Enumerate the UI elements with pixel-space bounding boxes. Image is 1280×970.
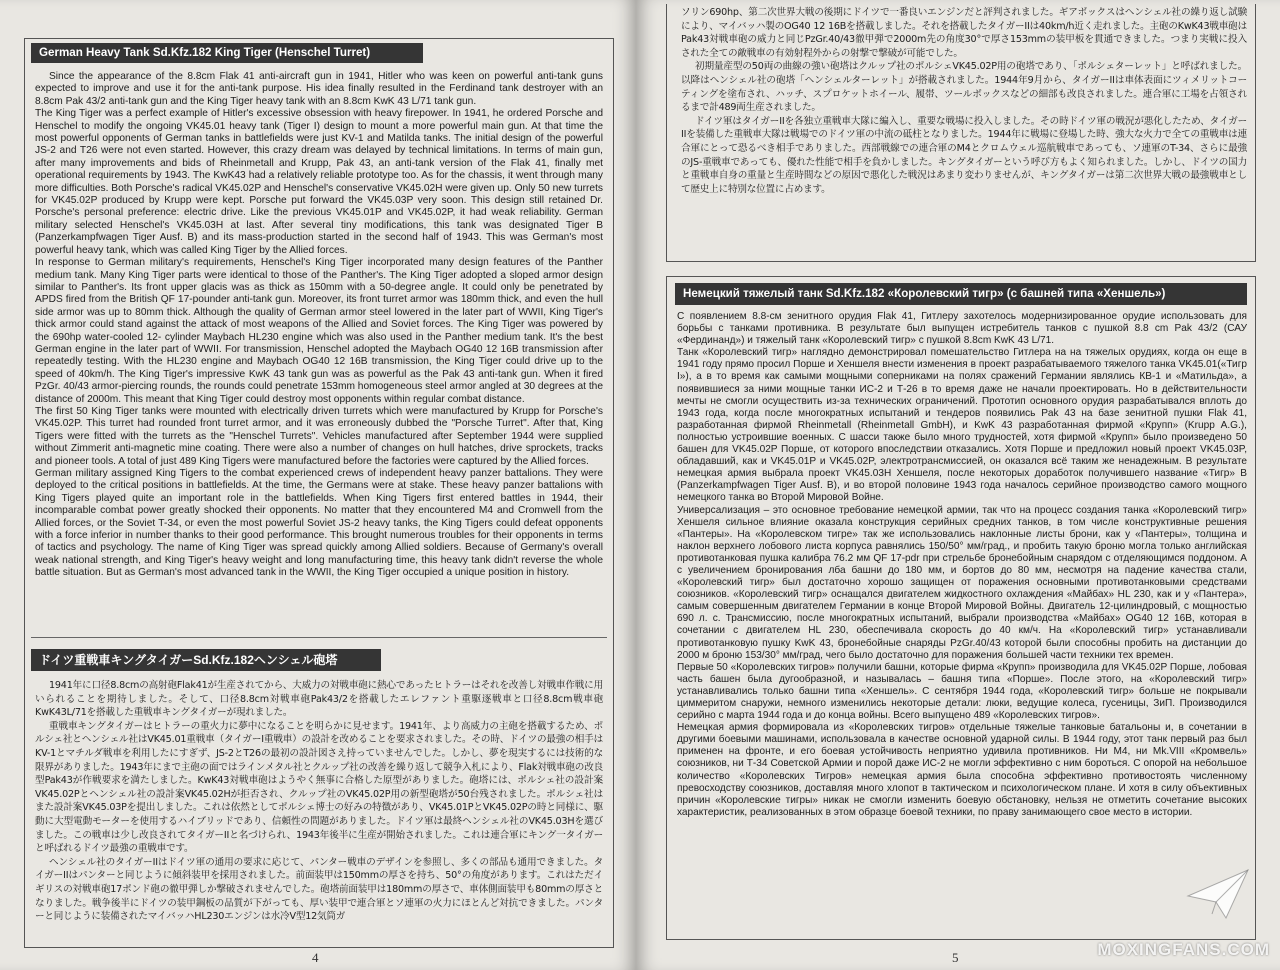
- japanese-section-header: [31, 649, 381, 671]
- english-section-header: [31, 43, 423, 63]
- russian-body: [677, 311, 1247, 937]
- russian-paragraph: Немецкая армия формировала из «Королевских тигров» отдельные тяжелые танковые батальоны и, в сочетании в другими боевыми машинами, использовала в качестве основной ударной силы. В 1944 году, этот танк первый раз был применен на фронте, и его боевая устойчивость неприятно удивила противников. Ни М4, ни Mk.VIII «Кромвель» союзников, ни Т-34 Советской Армии и порой даже ИС-2 не могли эффективно с ним бороться. С опорой на небольшое количество «Королевских Тигров» немецкая армия была способна эффективно противостоять численному превосходству союзников, доставляя много хлопот в тактическом и психологическом плане. И хотя в силу объективных причин «Королевские тигры» никак не смогли изменить боевую обстановку, нельзя не отметить сочетание высоких характеристик, реализованных в этом образце боевой техники, по праву занимающего свое место в истории.: [677, 722, 1247, 818]
- russian-paragraph: Универсализация – это основное требование немецкой армии, так что на процесс создания танка «Королевский тигр» Хеншеля сильное влияние оказала конструкция серийных средних танков, в том числе конструктивные решения «Пантеры». На «Королевском тигре» так же использовались наклонные листы брони, как у «Пантеры», толщина и наклон верхнего лобового листа корпуса равнялись 150/50° мм/град., и пробить такую броню могла только английская противотанковая пушка калибра 76.2 мм QF 17-pdr при стрельбе бронебойным снарядом с отделяющимся поддоном. А с увеличением бронирования лба башни до 180 мм, и бортов до 80 мм, несмотря на падение качества стали, «Королевский тигр» был достаточно хорошо защищен от поражения основными противотанковыми средствами союзников. «Королевский тигр» оснащался двигателем жидкостного охлаждения «Майбах» HL 230, как и у «Пантера», самым совершенным двигателем Германии в конце Второй Мировой Войны. Двигатель 12-цилиндровый, с мощностью 690 л. с. Трансмиссию, после многократных испытаний, выбрали производства «Майбах» OG40 12 16B, которая в сочетании с двигателем HL 230, обеспечивала скорость до 40 км/ч. На «Королевский тигр» устанавливали противотанковую пушку KwK 43, бронебойные снаряды PzGr.40/43 которой были способны пробить на дистанции до 2000 м броню 153/30° мм/град, чего было достаточно для поражения большей части техники тех времен.: [677, 504, 1247, 661]
- japanese-paragraph: ドイツ軍はタイガーIIを各独立重戦車大隊に編入し、重要な戦場に投入しました。その時ドイツ軍の戦況が悪化したため、タイガーIIを装備した重戦車大隊は戦場でのドイツ軍の中流の砥柱となりました。1944年に戦場に登場した時、強大な火力で全ての重戦車は連合軍にとって恐るべき相手でありました。西部戦線での連合軍のM4とクロムウェル巡航戦車であっても、ソ連軍のT-34、さらに最強のJS-重戦車であっても、優れた性能で相手を負かしました。キングタイガーという呼び方もよく知られました。しかし、ドイツの国力と重戦車自身の重量と生産時間などの原因で悪化した戦況はあまり変わりませんが、キングタイガーは第二次世界大戦の最強戦車として歴史上に特別な位置に占めます。: [681, 115, 1247, 195]
- russian-section-header: [675, 283, 1247, 305]
- page-number: 5: [952, 950, 959, 965]
- japanese-paragraph: ヘンシェル社のタイガーIIはドイツ軍の通用の要求に応じて、パンター戦車のデザインを参照し、多くの部品も通用できました。タイガーIIはパンターと同じように傾斜装甲を採用されました。前面装甲は150mmの厚さを持ち、50°の角度があります。これはただイギリスの対戦車砲17ポンド砲の徹甲弾しか撃破されませんでした。砲塔前面装甲は180mmの厚さで、車体側面装甲も80mmの厚さとなりました。戦争後半にドイツの装甲鋼板の品質が下がっても、厚い装甲で連合軍とソ連軍の火力にほとんど対抗できました。パンターと同じように装備されたマイバッハHL230エンジンは水冷V型12気筒ガ: [35, 856, 603, 923]
- page-5: [636, 0, 1280, 970]
- page-5-bottom-frame: [666, 276, 1256, 940]
- japanese-paragraph: 初期量産型の50両の曲線の強い砲塔はクルップ社のポルシェVK45.02P用の砲塔であり、「ポルシェターレット」と呼ばれました。以降はヘンシェル社の砲塔「ヘンシェルターレット」が搭載されました。1944年9月から、タイガーIIは車体表面にツィメリットコーティングを塗布され、ハッチ、スプロケットホイール、履帯、ツールボックスなどの細部も改良されました。連合軍に工場を占領されるまで計489両生産されました。: [681, 61, 1247, 114]
- japanese-paragraph: 1941年に口径8.8cmの高射砲Flak41が生産されてから、大威力の対戦車砲に熱心であったヒトラーはそれを改善し対戦車作戦に用いられることを期待しました。そして、口径8.8cm対戦車砲Pak43/2を搭載したエレファント重駆逐戦車と口径8.8cm戦車砲KwK43L/71を搭載した重戦車キングタイガーが現れました。: [35, 680, 603, 719]
- russian-paragraph: С появлением 8.8-см зенитного орудия Flak 41, Гитлеру захотелось модернизированное орудие использовать для борьбы с танками противника. В результате был выпущен истребитель танков с пушкой 8.8 cm Pak 43/2 (САУ «Фердинанд») и тяжелый танк «Королевский тигр» с пушкой 8.8cm KwK 43 L/71.: [677, 311, 1247, 347]
- section-divider: [31, 637, 607, 638]
- page-number: 4: [312, 950, 319, 965]
- watermark: MOXINGFANS.COM: [1097, 940, 1270, 959]
- russian-section-title: Немецкий тяжелый танк Sd.Kfz.182 «Королевский тигр» (с башней типа «Хеншель»): [683, 287, 1166, 300]
- english-body: [35, 71, 603, 626]
- english-paragraph: In response to German military's requirements, Henschel's King Tiger incorporated many design features of the Panther medium tank. Many King Tiger parts were identical to those of the Panther's. The King Tiger adopted a sloped armor design similar to Panther's. Its front upper glacis was as thick as 150mm with a 50-degree angle. It could only be penetrated by APDS fired from the British QF 17-pounder anti-tank gun. Moreover, its front turret armor was 180mm thick, and even the hull side armor was up to 80mm thick. Although the quality of German armor steel lowered in the later part of WWII, King Tiger's thick armor could stand against the attack of most weapons of the Allied and Soviet forces. The King Tiger was powered by the 690hp water-cooled 12- cylinder Maybach HL230 engine which was also used in the Panther medium tank. It's the best German engine in the later part of WWII. For transmission, Henschel adopted the Maybach OG40 12 16B transmission after repeatedly testing. With the HL230 engine and Maybach OG40 12 16B transmission, the King Tiger could drive up to the speed of 40km/h. The King Tiger's impressive KwK 43 tank gun was as powerful as the Pak 43 anti-tank gun. When it fired PzGr. 40/43 armor-piercing rounds, the rounds could penetrate 153mm homogeneous steel armor angled at 30 degrees at the distance of 2000m. This meant that King Tiger could destroy most opponents within regular combat distance.: [35, 257, 603, 405]
- japanese-section-title: ドイツ重戦車キングタイガーSd.Kfz.182ヘンシェル砲塔: [39, 653, 338, 667]
- japanese-body: [35, 679, 603, 945]
- page-4: [0, 0, 636, 970]
- english-paragraph: The King Tiger was a perfect example of Hitler's excessive obsession with heavy firepower. In 1941, he ordered Porsche and Henschel to modify the ongoing VK45.01 heavy tank (Tiger I) design to mount a more powerful main gun. At that time the most powerful opponents of German tanks in battlefields were just KV-1 and Matilda tanks. The initial design of the powerful JS-2 and T26 were not even started. However, this crazy dream was delayed by technical limitations. In terms of main gun, after many improvements and bids of Rheinmetall and Krupp, Pak 43, an anti-tank version of the Flak 41, finally met operational requirements by 1943. The KwK43 had a relatively reliable prototype too. As for the chassis, it went through many more difficulties. Both Porsche's radical VK45.02P and Henschel's conservative VK45.02H were given up. Only 50 new turrets for VK45.02P produced by Krupp were kept. Porsche put forward the VK45.03P very soon. This design still retained Dr. Porsche's personal preference: electric drive. Like the previous VK45.01P and VK45.02P, it had weak reliability. German military selected Henschel's VK45.03H at last. After several tiny modifications, this tank was designated Tiger B (Panzerkampfwagen Tiger Ausf. B) and its mass-production started in the second half of 1943. This was German's most powerful heavy tank, which was called King Tiger by the Allied forces.: [35, 108, 603, 256]
- russian-paragraph: Первые 50 «Королевских тигров» получили башни, которые фирма «Крупп» производила для VK45.02P Порше, лобовая часть башен была дугообразной, и называлась – башня типа «Порше». После этого, на «Королевский тигр» устанавливались только башни типа «Хеншель». С сентября 1944 года, «Королевский тигр» больше не покрывали циммеритом снаружи, немного изменились некоторые детали: люки, ведущие колеса, гусеницы, ЗиП. Производился серийно с марта 1944 года и до конца войны. Всего выпущено 489 «Королевских тигров».: [677, 661, 1247, 722]
- japanese-continued-body: [681, 6, 1247, 258]
- paper-plane-logo-icon: [1186, 866, 1250, 922]
- english-paragraph: The first 50 King Tiger tanks were mounted with electrically driven turrets which were manufactured by Krupp for Porsche's VK45.02P. This turret had rounded front turret armor, and it was erroneously dubbed the "Porsche Turret". After that, King Tigers were fitted with the turrets as the "Henschel Turrets". Vehicles manufactured after September 1944 were supplied without Zimmerit anti-magnetic mine coating. There were also a number of changes on hull hatches, drive sprockets, tracks and pioneer tools. A total of just 489 King Tigers were manufactured before the factories were captured by the Allied forces.: [35, 405, 603, 467]
- russian-paragraph: Танк «Королевский тигр» наглядно демонстрировал помешательство Гитлера на на тяжелых орудиях, когда он еще в 1941 году прямо просил Порше и Хеншеля внести изменения в проект разрабатываемого тяжелого танка VK45.01(«Тигр I»), а в то время как самыми мощными соперниками на полях сражений Германии являлись КВ-1 и «Матильда», а появившиеся за ними мощные танки ИС-2 и Т-26 в то время даже не начали проектировать. Но в действительности мечты не смогли осуществить из-за технических ограничений. Прототип основного орудия разрабатывался вплоть до 1943 года, когда после многократных испытаний и тендеров появились Pak 43 на базе зенитной пушки Flak 41, разработанная фирмой Rheinmetall (Rheinmetall GmbH), и KwK 43 разработанная фирмой «Крупп» (Krupp A.G.), полностью устроившие военных. С шасси также было много трудностей, хотя фирмой «Крупп» было произведено 50 башен для VK45.02P Порше, от которого впоследствии отказались. Хотя Порше и предложил новый проект VK45.03P, обладавший, как и VK45.01P и VK45.02P, электротрансмиссией, он оказался всё таким же ненадежным. В результате немецкая армия выбрала проект VK45.03H Хеншеля, после некоторых доработок получившего название «Тигр» В (Panzerkampfwagen Tiger Ausf. B), и во второй половине 1943 года началось серийное производство самого мощного немецкого танка во Второй Мировой Войне.: [677, 347, 1247, 504]
- japanese-paragraph: 重戦車キングタイガーはヒトラーの重火力に夢中になることを明らかに見せます。1941年、より高威力の主砲を搭載するため、ポルシェ社とヘンシェル社はVK45.01重戦車（タイガーI重戦車）の設計を改めることを要求されました。その時、ドイツの最強の相手はKV-1とマチルダ戦車を利用したにすぎず、JS-2とT26の最初の設計図さえ持っていませんでした。しかし、夢を現実するには技術的な限界がありました。1943年にまで主砲の面ではラインメタル社とクルップ社の改善を繰り返して競争入札により、Flak対戦車砲の改良型Pak43が作戦要求を満たしました。KwK43対戦車砲はようやく無事に合格した原型がありました。砲塔には、ポルシェ社の設計案VK45.02Pとヘンシェル社の設計案VK45.02Hが拒否され、クルップ社のVK45.02P用の新型砲塔が50台残されました。ポルシェ社はまた設計案VK45.03Pを提出しました。これは依然としてポルシェ博士の好みの特徴があり、VK45.01PとVK45.02Pの時と同様に、駆動に大型電動モーターを使用するハイブリッドであり、信頼性の問題がありました。ドイツ軍は最終ヘンシェル社のVK45.03Hを選びました。この戦車は少し改良されてタイガーIIと名づけられ、1943年後半に生産が開始されました。これは連合軍にキング一タイガーと呼ばれるドイツ最強の重戦車です。: [35, 720, 603, 855]
- english-paragraph: Since the appearance of the 8.8cm Flak 41 anti-aircraft gun in 1941, Hitler who was keen on powerful anti-tank guns expected to improve and use it for the anti-tank purpose. His idea finally resulted in the Ferdinand tank destroyer with an 8.8cm Pak 43/2 anti-tank gun and the King Tiger heavy tank with an 8.8cm KwK 43 L/71 tank gun.: [35, 71, 603, 107]
- page-4-frame: [24, 38, 614, 948]
- japanese-paragraph: ソリン690hp、第二次世界大戦の後期にドイツで一番良いエンジンだと評判されました。ギアボックスはヘンシェル社の繰り返し試験により、マイバッハ製のOG40 12 16Bを搭載しました。それを搭載したタイガーIIは40km/h近く走れました。主砲のKwK43戦車砲はPak43対戦車砲の威力と同じPzGr.40/43徹甲弾で2000m先の角度30°で厚さ153mmの装甲板を貫通できました。つまり実戦に投入された全ての敵戦車の有効射程外からの射撃で撃破が可能でした。: [681, 7, 1247, 59]
- english-paragraph: German military assigned King Tigers to the combat experienced crews of independent heavy panzer battalions. They were deployed to the critical positions in battlefields. At the time, the Germans were at stake. These heavy panzer battalions with King Tigers played quite an important role in the battlefields. When King Tigers first entered battles in 1944, their incomparable combat power greatly shocked their opponents. No matter that they encountered M4 and Cromwell from the Allied forces, or the Soviet T-34, or even the most powerful Soviet JS-2 heavy tanks, the King Tigers could defeat opponents with a force inferior in number thanks to their good performance. This brought numerous troubles for their opponents in terms of tactics and psychology. The name of King Tiger was spread quickly among Allied soldiers. Because of Germany's overall weak national strength, and King Tiger's heavy weight and long manufacturing time, this heavy tank didn't reverse the whole battle situation. But as German's most advanced tank in the WWII, the King Tiger occupied a unique position in history.: [35, 468, 603, 579]
- page-5-top-frame: [666, 4, 1256, 262]
- english-section-title: German Heavy Tank Sd.Kfz.182 King Tiger (Henschel Turret): [39, 46, 371, 59]
